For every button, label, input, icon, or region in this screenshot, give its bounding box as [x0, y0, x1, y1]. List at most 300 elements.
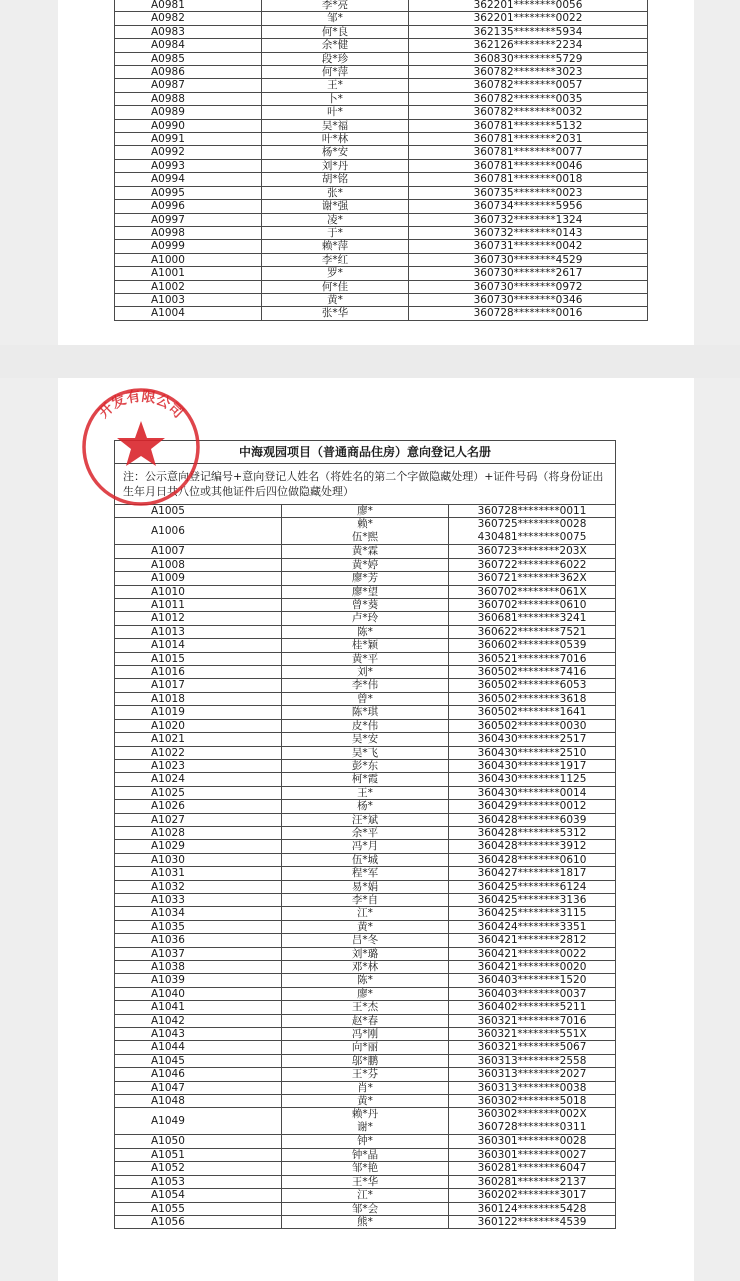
registration-id-cell: A0981: [115, 0, 262, 12]
registrant-name: 赖*: [357, 518, 373, 531]
table-row: [115, 961, 616, 974]
table-row: [115, 240, 648, 253]
registrant-name-cell: 李*红: [262, 253, 409, 266]
table-row: [115, 1202, 616, 1215]
registration-id-cell: A0998: [115, 226, 262, 239]
registration-id-cell: A1055: [115, 1202, 282, 1215]
certificate-number-cell: 360702********0610: [449, 599, 616, 612]
table-row: [115, 974, 616, 987]
certificate-number-cell: 360502********0030: [449, 719, 616, 732]
company-seal-icon: [80, 386, 202, 508]
registrant-name-cell: 李*亮: [262, 0, 409, 12]
registrant-name-cell: 易*娟: [282, 880, 449, 893]
page-gap: [0, 345, 740, 378]
certificate-number-cell: 360781********5132: [409, 119, 648, 132]
registration-id-cell: A1015: [115, 652, 282, 665]
registrant-name-cell: 卢*玲: [282, 612, 449, 625]
registrant-name-cell: 黄*: [282, 920, 449, 933]
registration-id-cell: A0983: [115, 25, 262, 38]
certificate-number-cell: 360313********2027: [449, 1068, 616, 1081]
registrant-name-cell: 曾*: [282, 692, 449, 705]
certificate-number-cell: 360728********0016: [409, 307, 648, 320]
registrant-name-cell: 江*: [282, 907, 449, 920]
certificate-number-cell: 362201********0022: [409, 12, 648, 25]
certificate-number: 360728********0311: [477, 1121, 587, 1134]
registration-id-cell: A1047: [115, 1081, 282, 1094]
registrant-name-cell: 冯*月: [282, 840, 449, 853]
registrant-name-cell: 邹*艳: [282, 1162, 449, 1175]
certificate-number-cell: 360281********6047: [449, 1162, 616, 1175]
registrant-name-cell: [282, 518, 449, 545]
registration-id-cell: A0982: [115, 12, 262, 25]
registrant-name-cell: 李*伟: [282, 679, 449, 692]
registration-id-cell: A1038: [115, 961, 282, 974]
certificate-number-cell: 360428********6039: [449, 813, 616, 826]
table-row: [115, 0, 648, 12]
certificate-number-cell: 360281********2137: [449, 1175, 616, 1188]
table-row: [115, 679, 616, 692]
registrant-name-cell: 黄*平: [282, 652, 449, 665]
certificate-number-cell: 362126********2234: [409, 39, 648, 52]
registrant-name-cell: 余*平: [282, 826, 449, 839]
certificate-number-cell: 360202********3017: [449, 1189, 616, 1202]
registration-id-cell: A0988: [115, 92, 262, 105]
table-row: [115, 92, 648, 105]
certificate-number-cell: 360313********0038: [449, 1081, 616, 1094]
certificate-number-cell: 360313********2558: [449, 1054, 616, 1067]
certificate-number-cell: 360421********0022: [449, 947, 616, 960]
svg-text:开发有限公司: [96, 388, 187, 422]
certificate-number-cell: 360730********2617: [409, 267, 648, 280]
registration-id-cell: A1030: [115, 853, 282, 866]
registration-id-cell: A1031: [115, 867, 282, 880]
registration-id-cell: A0986: [115, 66, 262, 79]
registrant-name-cell: 邹*会: [282, 1202, 449, 1215]
registrant-name-cell: 廖*: [282, 505, 449, 518]
certificate-number-cell: 360782********0032: [409, 106, 648, 119]
registrant-name-cell: 黄*霖: [282, 545, 449, 558]
registrant-name-cell: 王*: [282, 786, 449, 799]
registration-id-cell: A1002: [115, 280, 262, 293]
certificate-number-cell: 360781********0018: [409, 173, 648, 186]
table-row: [115, 840, 616, 853]
registrant-name-cell: 汪*斌: [282, 813, 449, 826]
certificate-number-cell: 360732********0143: [409, 226, 648, 239]
table-row: [115, 1001, 616, 1014]
registrant-name-cell: 黄*婷: [282, 558, 449, 571]
certificate-number-cell: 360428********0610: [449, 853, 616, 866]
table-row: [115, 786, 616, 799]
registrant-name-cell: 吴*安: [282, 733, 449, 746]
registrant-name-cell: 张*华: [262, 307, 409, 320]
table-row: [115, 106, 648, 119]
registrant-name-cell: 刘*丹: [262, 159, 409, 172]
table-row: [115, 585, 616, 598]
registrant-name: 赖*丹: [351, 1108, 379, 1121]
registrant-name-cell: 肖*: [282, 1081, 449, 1094]
certificate-number-cell: 360782********0035: [409, 92, 648, 105]
registrant-name-cell: 李*自: [282, 893, 449, 906]
registration-id-cell: A0991: [115, 133, 262, 146]
registrant-name-cell: 张*: [262, 186, 409, 199]
certificate-number-cell: 360402********5211: [449, 1001, 616, 1014]
table-row: [115, 39, 648, 52]
certificate-number-cell: 360734********5956: [409, 200, 648, 213]
certificate-number-cell: 360430********2510: [449, 746, 616, 759]
registrant-name-cell: 皮*伟: [282, 719, 449, 732]
registration-id-cell: A0999: [115, 240, 262, 253]
registration-id-cell: A1020: [115, 719, 282, 732]
certificate-number-cell: 360429********0012: [449, 800, 616, 813]
table-row: [115, 213, 648, 226]
table-row: [115, 307, 648, 320]
certificate-number-cell: 360681********3241: [449, 612, 616, 625]
certificate-number-cell: 360622********7521: [449, 625, 616, 638]
certificate-number-cell: 360502********3618: [449, 692, 616, 705]
registration-id-cell: A1034: [115, 907, 282, 920]
registrant-name-cell: 邓*林: [282, 961, 449, 974]
table-row: [115, 1175, 616, 1188]
registrant-name-cell: 罗*: [262, 267, 409, 280]
certificate-number-cell: 360424********3351: [449, 920, 616, 933]
registrant-name-cell: 吕*冬: [282, 934, 449, 947]
certificate-number-cell: 360425********6124: [449, 880, 616, 893]
registration-id-cell: A1001: [115, 267, 262, 280]
table-row: [115, 880, 616, 893]
registrant-name-cell: 陈*琪: [282, 706, 449, 719]
certificate-number-cell: 360723********203X: [449, 545, 616, 558]
registrant-name-cell: 熊*: [282, 1215, 449, 1228]
certificate-number-cell: 362201********0056: [409, 0, 648, 12]
certificate-number-cell: 360731********0042: [409, 240, 648, 253]
registrant-name-cell: 王*: [262, 79, 409, 92]
table-row: [115, 119, 648, 132]
table-row: [115, 12, 648, 25]
certificate-number-cell: 360403********0037: [449, 987, 616, 1000]
certificate-number-cell: 360124********5428: [449, 1202, 616, 1215]
registration-id-cell: A0989: [115, 106, 262, 119]
registration-id-cell: A0984: [115, 39, 262, 52]
certificate-number-cell: 360428********5312: [449, 826, 616, 839]
table-row: [115, 599, 616, 612]
registrant-table-page-1: [114, 0, 648, 321]
registration-id-cell: A0996: [115, 200, 262, 213]
table-row: [115, 625, 616, 638]
table-title: 中海观园项目（普通商品住房）意向登记人名册: [115, 441, 616, 464]
registrant-table-page-2: [114, 440, 616, 1229]
certificate-number-cell: 360730********0972: [409, 280, 648, 293]
table-row: [115, 1135, 616, 1148]
table-row: [115, 1095, 616, 1108]
registration-id-cell: A1029: [115, 840, 282, 853]
table-row: [115, 773, 616, 786]
table-row: [115, 66, 648, 79]
registrant-name-cell: 王*杰: [282, 1001, 449, 1014]
registrant-name-cell: 冯*刚: [282, 1028, 449, 1041]
table-row: [115, 1028, 616, 1041]
registrant-name-cell: 陈*: [282, 974, 449, 987]
table-row: [115, 1054, 616, 1067]
registrant-name-cell: 赖*萍: [262, 240, 409, 253]
table-row: [115, 1189, 616, 1202]
registration-id-cell: A1048: [115, 1095, 282, 1108]
registrant-name-cell: 邹*: [262, 12, 409, 25]
table-row: [115, 947, 616, 960]
certificate-number-cell: 360830********5729: [409, 52, 648, 65]
registrant-name-cell: 王*华: [282, 1175, 449, 1188]
table-row: [115, 920, 616, 933]
registrant-name-cell: 杨*安: [262, 146, 409, 159]
registration-id-cell: A0993: [115, 159, 262, 172]
table-row: [115, 545, 616, 558]
certificate-number-cell: 360732********1324: [409, 213, 648, 226]
certificate-number-cell: 360781********0046: [409, 159, 648, 172]
table-row: [115, 826, 616, 839]
table-row: [115, 1081, 616, 1094]
table-row: [115, 934, 616, 947]
table-note: 注：公示意向登记编号+意向登记人姓名（将姓名的第二个字做隐藏处理）+证件号码（将身份证出生年月日共八位或其他证件后四位做隐藏处理）: [115, 464, 616, 505]
table-row: [115, 1108, 616, 1135]
table-row: [115, 867, 616, 880]
registrant-name-cell: 何*良: [262, 25, 409, 38]
registration-id-cell: A0995: [115, 186, 262, 199]
registration-id-cell: A1012: [115, 612, 282, 625]
table-row: [115, 52, 648, 65]
registration-id-cell: A1028: [115, 826, 282, 839]
table-row: [115, 612, 616, 625]
table-row: [115, 987, 616, 1000]
certificate-number-cell: 360122********4539: [449, 1215, 616, 1228]
certificate-number-cell: 360430********0014: [449, 786, 616, 799]
certificate-number-cell: 360430********1917: [449, 759, 616, 772]
registrant-name-cell: 余*健: [262, 39, 409, 52]
registrant-name-cell: 刘*: [282, 666, 449, 679]
registrant-name-cell: 钟*: [282, 1135, 449, 1148]
registrant-name-cell: 向*丽: [282, 1041, 449, 1054]
certificate-number-cell: 360301********0027: [449, 1148, 616, 1161]
registrant-name-cell: 黄*: [262, 293, 409, 306]
registrant-name-cell: 杨*: [282, 800, 449, 813]
certificate-number-cell: 360782********3023: [409, 66, 648, 79]
certificate-number-cell: 360730********4529: [409, 253, 648, 266]
registrant-name-cell: 胡*铭: [262, 173, 409, 186]
certificate-number-cell: 360428********3912: [449, 840, 616, 853]
registration-id-cell: A1052: [115, 1162, 282, 1175]
table-row: [115, 652, 616, 665]
table-row: [115, 293, 648, 306]
table-row: [115, 518, 616, 545]
registrant-name-cell: 钟*晶: [282, 1148, 449, 1161]
registration-id-cell: A0990: [115, 119, 262, 132]
table-row: [115, 79, 648, 92]
registration-id-cell: A1000: [115, 253, 262, 266]
registration-id-cell: A1033: [115, 893, 282, 906]
registration-id-cell: A1036: [115, 934, 282, 947]
registration-id-cell: A1041: [115, 1001, 282, 1014]
table-row: [115, 853, 616, 866]
table-row: [115, 719, 616, 732]
registration-id-cell: A1018: [115, 692, 282, 705]
certificate-number-cell: 360321********551X: [449, 1028, 616, 1041]
table-row: [115, 1215, 616, 1228]
registrant-name-cell: 刘*璐: [282, 947, 449, 960]
registration-id-cell: A1013: [115, 625, 282, 638]
registration-id-cell: A1023: [115, 759, 282, 772]
registrant-name-cell: 廖*芳: [282, 572, 449, 585]
certificate-number-cell: 360502********7416: [449, 666, 616, 679]
registration-id-cell: A1022: [115, 746, 282, 759]
table-row: [115, 133, 648, 146]
certificate-number-cell: [449, 518, 616, 545]
registration-id-cell: A0985: [115, 52, 262, 65]
registration-id-cell: A1049: [115, 1108, 282, 1135]
certificate-number-cell: 360421********0020: [449, 961, 616, 974]
table-row: [115, 746, 616, 759]
certificate-number-cell: 360781********2031: [409, 133, 648, 146]
certificate-number-cell: 360782********0057: [409, 79, 648, 92]
table-row: [115, 253, 648, 266]
table-row: [115, 800, 616, 813]
table-row: [115, 267, 648, 280]
certificate-number: 430481********0075: [477, 531, 587, 544]
registrant-name-cell: 彭*东: [282, 759, 449, 772]
table-row: [115, 1148, 616, 1161]
table-row: [115, 173, 648, 186]
registrant-name-cell: 王*芬: [282, 1068, 449, 1081]
table-row: [115, 1041, 616, 1054]
registrant-name-cell: 桂*颖: [282, 639, 449, 652]
registrant-name: 伍*熙: [351, 531, 379, 544]
registration-id-cell: A0997: [115, 213, 262, 226]
registration-id-cell: A1045: [115, 1054, 282, 1067]
registration-id-cell: A1026: [115, 800, 282, 813]
registrant-name: 谢*: [357, 1121, 373, 1134]
registration-id-cell: A0987: [115, 79, 262, 92]
certificate-number-cell: 360427********1817: [449, 867, 616, 880]
registrant-name-cell: 何*萍: [262, 66, 409, 79]
registrant-name-cell: 吴*福: [262, 119, 409, 132]
table-row: [115, 666, 616, 679]
registrant-name-cell: 凌*: [262, 213, 409, 226]
registration-id-cell: A0992: [115, 146, 262, 159]
certificate-number-cell: 360521********7016: [449, 652, 616, 665]
registrant-name-cell: 吴*飞: [282, 746, 449, 759]
table-row: [115, 1014, 616, 1027]
registrant-name-cell: 何*佳: [262, 280, 409, 293]
registrant-name-cell: 曾*葵: [282, 599, 449, 612]
registrant-name-cell: 柯*霞: [282, 773, 449, 786]
certificate-number-cell: 360502********1641: [449, 706, 616, 719]
certificate-number-cell: 360602********0539: [449, 639, 616, 652]
table-row: [115, 1068, 616, 1081]
registration-id-cell: A1006: [115, 518, 282, 545]
registration-id-cell: A1025: [115, 786, 282, 799]
document-page-1: [58, 0, 694, 345]
certificate-number-cell: 360302********5018: [449, 1095, 616, 1108]
registrant-name-cell: 伍*城: [282, 853, 449, 866]
certificate-number-cell: 360425********3115: [449, 907, 616, 920]
registrant-name-cell: 卜*: [262, 92, 409, 105]
registration-id-cell: A1011: [115, 599, 282, 612]
registrant-name-cell: 陈*: [282, 625, 449, 638]
certificate-number-cell: 360403********1520: [449, 974, 616, 987]
table-row: [115, 572, 616, 585]
certificate-number-cell: 360321********7016: [449, 1014, 616, 1027]
registration-id-cell: A1040: [115, 987, 282, 1000]
registrant-name-cell: [282, 1108, 449, 1135]
registrant-name-cell: 邬*鹏: [282, 1054, 449, 1067]
certificate-number-cell: 360721********362X: [449, 572, 616, 585]
certificate-number-cell: 360728********0011: [449, 505, 616, 518]
certificate-number-cell: 360301********0028: [449, 1135, 616, 1148]
certificate-number-cell: 362135********5934: [409, 25, 648, 38]
certificate-number-cell: 360421********2812: [449, 934, 616, 947]
certificate-number-cell: 360430********1125: [449, 773, 616, 786]
table-row: [115, 186, 648, 199]
certificate-number-cell: 360702********061X: [449, 585, 616, 598]
registration-id-cell: A1003: [115, 293, 262, 306]
registration-id-cell: A1044: [115, 1041, 282, 1054]
certificate-number-cell: 360502********6053: [449, 679, 616, 692]
table-row: [115, 639, 616, 652]
certificate-number-cell: 360730********0346: [409, 293, 648, 306]
certificate-number-cell: 360735********0023: [409, 186, 648, 199]
registration-id-cell: A0994: [115, 173, 262, 186]
table-row: [115, 280, 648, 293]
registrant-name-cell: 于*: [262, 226, 409, 239]
registration-id-cell: A1016: [115, 666, 282, 679]
table-row: [115, 692, 616, 705]
registrant-name-cell: 江*: [282, 1189, 449, 1202]
certificate-number-cell: 360722********6022: [449, 558, 616, 571]
registration-id-cell: A1039: [115, 974, 282, 987]
registration-id-cell: A1021: [115, 733, 282, 746]
registrant-name-cell: 黄*: [282, 1095, 449, 1108]
table-row: [115, 907, 616, 920]
seal-text: 开发有限公司: [95, 388, 187, 422]
certificate-number: 360725********0028: [477, 518, 587, 531]
registrant-name-cell: 叶*林: [262, 133, 409, 146]
registration-id-cell: A1005: [115, 505, 282, 518]
table-row: [115, 558, 616, 571]
certificate-number-cell: 360425********3136: [449, 893, 616, 906]
registration-id-cell: A1008: [115, 558, 282, 571]
registration-id-cell: A1037: [115, 947, 282, 960]
registrant-name-cell: 廖*望: [282, 585, 449, 598]
registration-id-cell: A1009: [115, 572, 282, 585]
table-row: [115, 146, 648, 159]
registrant-name-cell: 段*珍: [262, 52, 409, 65]
registrant-name-cell: 叶*: [262, 106, 409, 119]
registration-id-cell: A1043: [115, 1028, 282, 1041]
registration-id-cell: A1027: [115, 813, 282, 826]
table-row: [115, 733, 616, 746]
certificate-number-cell: 360321********5067: [449, 1041, 616, 1054]
registration-id-cell: A1050: [115, 1135, 282, 1148]
registration-id-cell: A1032: [115, 880, 282, 893]
certificate-number: 360302********002X: [477, 1108, 587, 1121]
registration-id-cell: A1053: [115, 1175, 282, 1188]
table-row: [115, 893, 616, 906]
registration-id-cell: A1007: [115, 545, 282, 558]
table-row: [115, 226, 648, 239]
table-row: [115, 813, 616, 826]
registration-id-cell: A1014: [115, 639, 282, 652]
table-row: [115, 200, 648, 213]
registrant-name-cell: 谢*强: [262, 200, 409, 213]
registration-id-cell: A1004: [115, 307, 262, 320]
registration-id-cell: A1051: [115, 1148, 282, 1161]
